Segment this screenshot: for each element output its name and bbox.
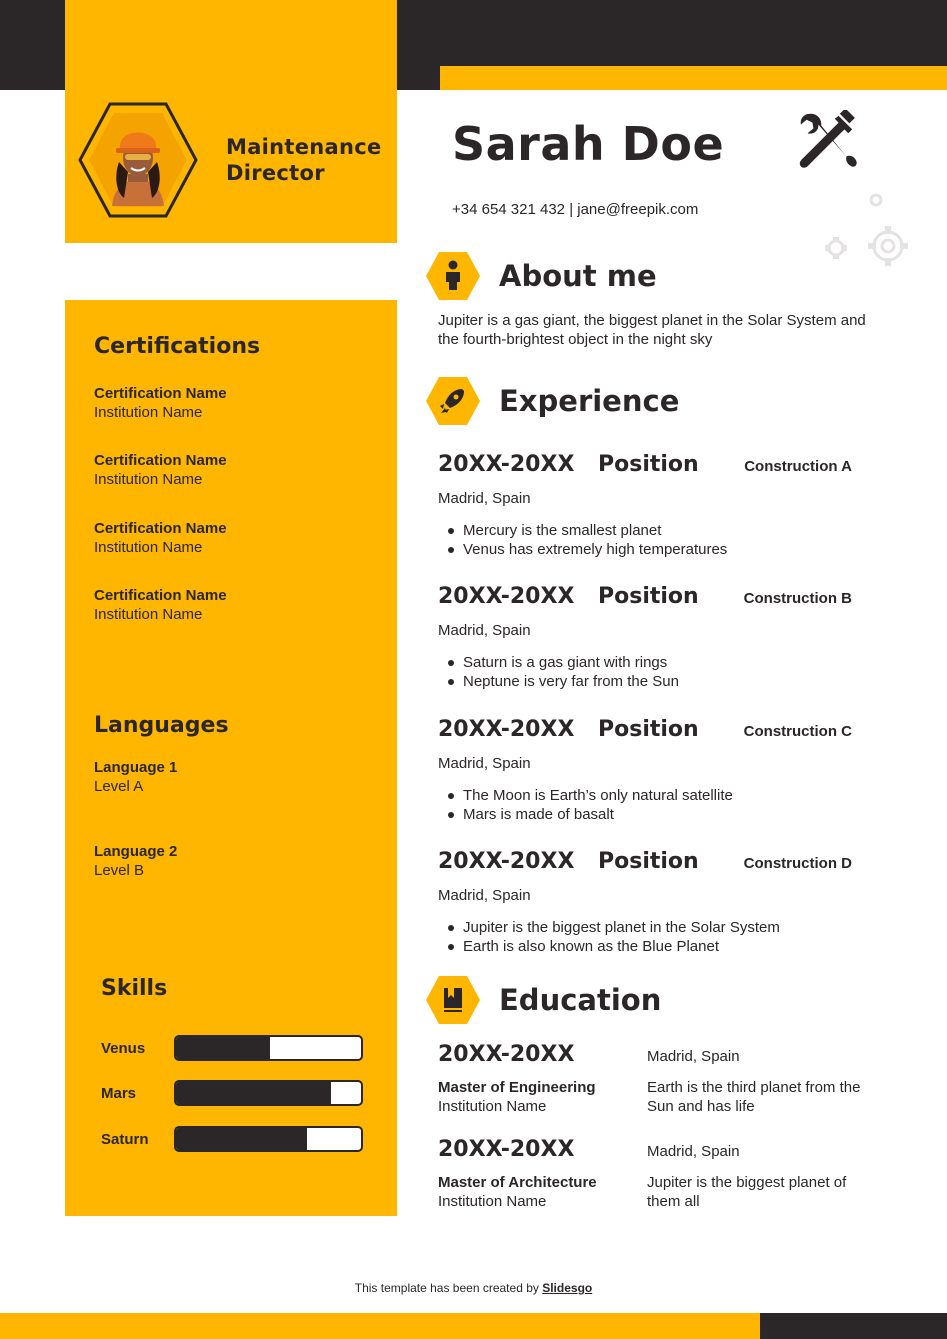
contact-info: +34 654 321 432 | jane@freepik.com (452, 201, 699, 218)
job-title: Maintenance Director (226, 135, 382, 185)
experience-bullets (438, 786, 733, 824)
certification-institution: Institution Name (94, 404, 203, 421)
certification-name: Certification Name (94, 520, 227, 537)
experience-location: Madrid, Spain (438, 755, 531, 772)
certification-name: Certification Name (94, 452, 227, 469)
education-title: Education (499, 983, 662, 1017)
language-item (94, 758, 374, 796)
experience-position: Position (598, 717, 699, 742)
skill-bar (174, 1035, 363, 1061)
experience-years: 20XX-20XX (438, 452, 575, 477)
about-text: Jupiter is a gas giant, the biggest planet in the Solar System and the fourth-brightest object in the night sky (438, 312, 866, 348)
experience-location: Madrid, Spain (438, 622, 531, 639)
experience-position: Position (598, 584, 699, 609)
experience-item (438, 451, 858, 571)
experience-company: Construction A (744, 458, 852, 475)
skill-bar (174, 1080, 363, 1106)
gears-icon (820, 188, 916, 272)
experience-position: Position (598, 849, 699, 874)
certification-item (94, 384, 374, 422)
certification-institution: Institution Name (94, 471, 203, 488)
experience-title: Experience (499, 384, 680, 418)
skill-bar (174, 1126, 363, 1152)
languages-title: Languages (94, 713, 229, 738)
education-description: Jupiter is the biggest planet of them all (647, 1174, 847, 1210)
candidate-name: Sarah Doe (452, 117, 725, 171)
skill-bar-fill (176, 1082, 331, 1104)
skill-label: Saturn (101, 1131, 149, 1148)
experience-item (438, 716, 858, 836)
skill-bar-fill (176, 1128, 307, 1150)
experience-company: Construction D (743, 855, 852, 872)
experience-item (438, 583, 858, 703)
education-item (438, 1041, 878, 1131)
list-item: Neptune is very far from the Sun (438, 672, 679, 691)
certification-institution: Institution Name (94, 606, 203, 623)
experience-years: 20XX-20XX (438, 584, 575, 609)
list-item: Jupiter is the biggest planet in the Solar System (438, 918, 780, 937)
skill-row (101, 1080, 365, 1108)
person-icon (426, 252, 480, 300)
list-item: Venus has extremely high temperatures (438, 540, 727, 559)
experience-position: Position (598, 452, 699, 477)
experience-bullets (438, 918, 780, 956)
education-location: Madrid, Spain (647, 1143, 740, 1160)
list-item: Mercury is the smallest planet (438, 521, 727, 540)
skill-bar-fill (176, 1037, 270, 1059)
about-title: About me (499, 259, 657, 293)
book-icon (426, 976, 480, 1024)
certification-name: Certification Name (94, 385, 227, 402)
education-years: 20XX-20XX (438, 1137, 575, 1162)
experience-bullets (438, 521, 727, 559)
certifications-title: Certifications (94, 334, 261, 359)
education-institution: Institution Name (438, 1193, 547, 1210)
education-degree: Master of Architecture (438, 1174, 597, 1191)
education-description: Earth is the third planet from the Sun and has life (647, 1079, 861, 1115)
education-years: 20XX-20XX (438, 1042, 575, 1067)
language-level: Level B (94, 862, 145, 879)
skill-row (101, 1126, 365, 1154)
experience-item (438, 848, 858, 968)
education-item (438, 1136, 878, 1226)
education-location: Madrid, Spain (647, 1048, 740, 1065)
experience-bullets (438, 653, 679, 691)
language-name: Language 2 (94, 843, 178, 860)
top-accent-strip (440, 66, 947, 90)
certification-item (94, 519, 374, 557)
bottom-dark-strip (760, 1313, 947, 1339)
experience-company: Construction C (743, 723, 852, 740)
avatar (78, 102, 198, 218)
language-name: Language 1 (94, 759, 178, 776)
education-degree: Master of Engineering (438, 1079, 596, 1096)
experience-years: 20XX-20XX (438, 849, 575, 874)
footer-text: This template has been created by (354, 1281, 543, 1295)
experience-location: Madrid, Spain (438, 887, 531, 904)
list-item: The Moon is Earth’s only natural satellite (438, 786, 733, 805)
footer-credit (0, 1280, 947, 1296)
education-institution: Institution Name (438, 1098, 547, 1115)
certification-item (94, 451, 374, 489)
rocket-icon (426, 377, 480, 425)
certification-institution: Institution Name (94, 539, 203, 556)
list-item: Saturn is a gas giant with rings (438, 653, 679, 672)
skills-title: Skills (101, 976, 168, 1001)
language-item (94, 842, 374, 880)
certification-item (94, 586, 374, 624)
language-level: Level A (94, 778, 144, 795)
list-item: Mars is made of basalt (438, 805, 733, 824)
tools-icon (796, 110, 858, 172)
bottom-accent-strip (0, 1313, 760, 1339)
experience-location: Madrid, Spain (438, 490, 531, 507)
skill-row (101, 1035, 365, 1063)
skill-label: Mars (101, 1085, 137, 1102)
experience-years: 20XX-20XX (438, 717, 575, 742)
experience-company: Construction B (743, 590, 852, 607)
certification-name: Certification Name (94, 587, 227, 604)
skill-label: Venus (101, 1040, 146, 1057)
footer-link[interactable]: Slidesgo (542, 1281, 593, 1295)
list-item: Earth is also known as the Blue Planet (438, 937, 780, 956)
